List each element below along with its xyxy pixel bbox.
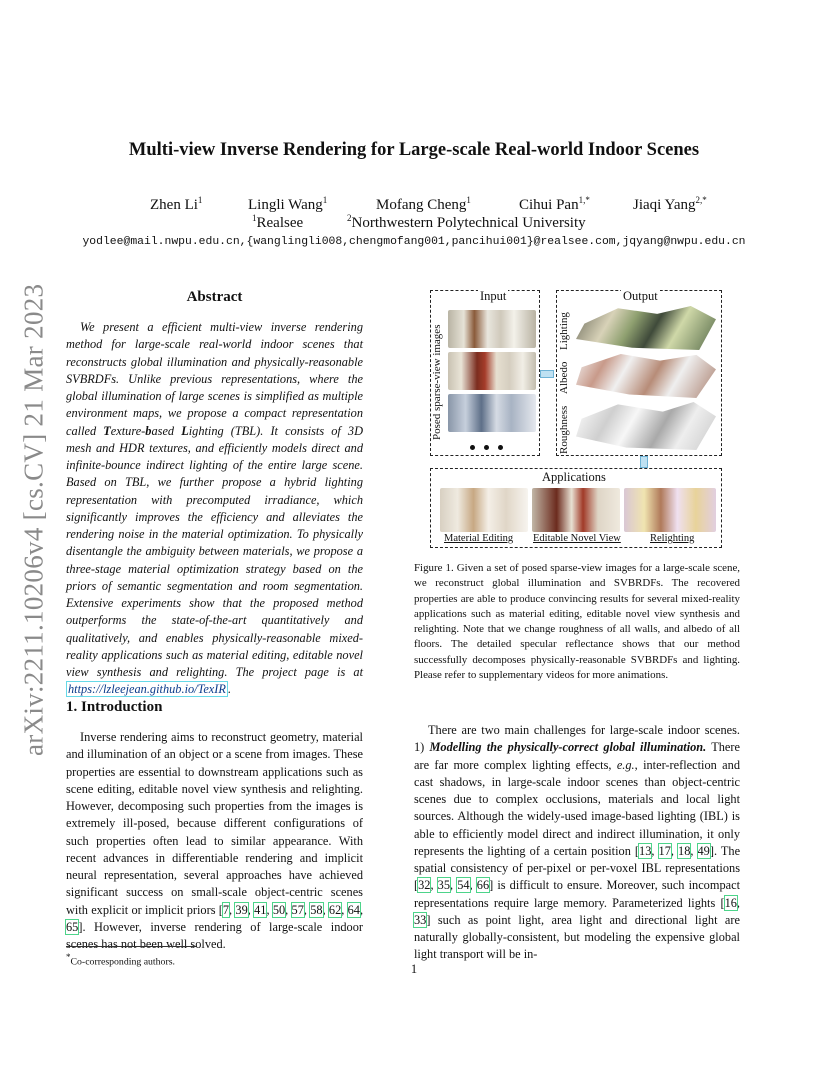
- citation-link[interactable]: 64: [347, 902, 360, 917]
- app-label-novel-view: Editable Novel View: [533, 533, 621, 544]
- author-emails: yodlee@mail.nwpu.edu.cn,{wanglingli008,chengmofang001,pancihui001}@realsee.com,jqyang@nwpu.edu.cn: [82, 236, 746, 248]
- lighting-label: Lighting: [558, 312, 570, 350]
- citation-link[interactable]: 66: [476, 878, 490, 893]
- citation-link[interactable]: 65: [66, 919, 79, 934]
- input-panorama: [448, 310, 536, 348]
- abstract-text: We present a efficient multi-view inverse rendering method for large-scale real-world indoor scenes that reconstructs global illumination and physically-reasonable SVBRDFs. Unlike previous representations, where the global illumination of large scenes is simplified as multiple environment maps, we propose a compact representation called Texture-based Lighting (TBL). It consists of 3D mesh and HDR textures, and efficiently models direct and infinite-bounce indirect lighting of the entire large scene. Based on TBL, we further propose a hybrid lighting representation with precomputed irradiance, which significantly improves the efficiency and alleviates the rendering noise in the material optimization. To physically disentangle the ambiguity between materials, we propose a three-stage material optimization strategy based on the priors of semantic segmentation and room segmentation. Extensive experiments show that the proposed method outperforms the state-of-the-art quantitatively and qualitatively, and enables physically-reasonable mixed-reality applications such as material editing, editable novel view synthesis and relighting. The project page is at https://lzleejean.github.io/TexIR .: [66, 320, 364, 697]
- author-name: Mofang Cheng$^1$: [376, 195, 471, 213]
- citation-link[interactable]: 54: [457, 878, 470, 893]
- author-name: Zhen Li$^1$: [150, 195, 203, 213]
- introduction-heading: 1. Introduction: [66, 699, 163, 715]
- paper-title: Multi-view Inverse Rendering for Large-scale Real-world Indoor Scenes: [128, 140, 700, 160]
- abstract-heading: Abstract: [186, 289, 243, 305]
- author-name: Jiaqi Yang$^{2,*}$: [633, 195, 707, 213]
- output-label: Output: [623, 289, 658, 303]
- citation-link[interactable]: 7: [222, 902, 230, 917]
- input-panorama: [448, 394, 536, 432]
- material-editing-image: [440, 488, 528, 532]
- introduction-text: Inverse rendering aims to reconstruct geometry, material and illumination of an object or a scene from images. These properties are essential to downstream applications such as scene editing, editable novel view synthesis and relighting. However, decomposing such properties from the images is extremely ill-posed, because different configurations of such properties often lead to similar appearance. With recent advances in differentiable rendering and implicit neural representation, several approaches have achieved significant success on small-scale object-centric scenes with explicit or implicit priors [7, 39, 41, 50, 57, 58, 62, 64, 65]. However, inverse rendering of large-scale indoor scenes has not been well solved.: [66, 730, 364, 951]
- citation-link[interactable]: 62: [328, 902, 342, 917]
- albedo-label: Albedo: [558, 361, 570, 394]
- input-label: Input: [480, 289, 507, 303]
- page-number: 1: [410, 962, 418, 976]
- author-name: Cihui Pan$^{1,*}$: [519, 195, 590, 213]
- novel-view-image: [532, 488, 620, 532]
- citation-link[interactable]: 41: [254, 902, 267, 917]
- citation-link[interactable]: 58: [310, 902, 323, 917]
- relighting-image: [624, 488, 716, 532]
- affiliation: $^2$Northwestern Polytechnical University: [347, 213, 586, 231]
- author-name: Lingli Wang$^1$: [248, 195, 328, 213]
- figure-caption: Figure 1. Given a set of posed sparse-view images for a large-scale scene, we reconstruct global illumination and SVBRDFs. The recovered properties are able to produce convincing results for several mixed-reality applications such as material editing, editable novel view synthesis and relighting. Note that we change roughness of all walls, and albedo of all floors. The detailed specular reflectance shows that our method successfully decomposes physically-reasonable SVBRDFs and lighting. Please refer to supplementary videos for more animations.: [414, 562, 740, 682]
- citation-link[interactable]: 35: [437, 878, 451, 893]
- citation-link[interactable]: 32: [418, 878, 431, 893]
- footnote-rule: [66, 946, 196, 947]
- citation-link[interactable]: 50: [272, 902, 286, 917]
- ellipsis-dot: [470, 445, 475, 450]
- roughness-label: Roughness: [558, 405, 570, 454]
- affiliation: $^1$Realsee: [252, 213, 304, 231]
- citation-link[interactable]: 13: [639, 843, 652, 858]
- citation-link[interactable]: 33: [414, 912, 427, 927]
- citation-link[interactable]: 49: [697, 843, 710, 858]
- arxiv-stamp: arXiv:2211.10206v4 [cs.CV] 21 Mar 2023: [18, 283, 49, 757]
- ellipsis-dot: [484, 445, 489, 450]
- down-arrow-icon: [640, 456, 648, 468]
- project-page-link[interactable]: https://lzleejean.github.io/TexIR: [68, 682, 226, 697]
- right-arrow-icon: [540, 370, 554, 378]
- posed-images-label: Posed sparse-view images: [431, 324, 443, 440]
- input-panorama: [448, 352, 536, 390]
- challenges-text: There are two main challenges for large-scale indoor scenes. 1) Modelling the physically-correct global illumination. There are far more complex lighting effects, e.g., inter-reflection and cast shadows, in large-scale indoor scenes than object-centric scenes due to complex occlusions, materials and local light sources. Although the widely-used image-based lighting (IBL) is able to efficiently model direct and indirect illumination, it only represents the lighting of a certain position [13, 17, 18, 49]. The spatial consistency of per-pixel or per-voxel IBL representations [32, 35, 54, 66] is difficult to ensure. Moreover, such incompact representations require large memory. Parameterized lights [16, 33] such as point light, area light and directional light are naturally globally-consistent, but modeling the expensive global light transport will be in-: [414, 723, 741, 962]
- citation-link[interactable]: 39: [235, 902, 248, 917]
- figure-1: [428, 286, 726, 550]
- citation-link[interactable]: 18: [678, 843, 691, 858]
- citation-link[interactable]: 16: [724, 895, 737, 910]
- footnote: *Co-corresponding authors.: [66, 952, 175, 968]
- citation-link[interactable]: 17: [658, 843, 671, 858]
- app-label-material-editing: Material Editing: [444, 533, 514, 544]
- app-label-relighting: Relighting: [650, 533, 695, 544]
- ellipsis-dot: [498, 445, 503, 450]
- applications-label: Applications: [542, 470, 606, 484]
- citation-link[interactable]: 57: [291, 902, 304, 917]
